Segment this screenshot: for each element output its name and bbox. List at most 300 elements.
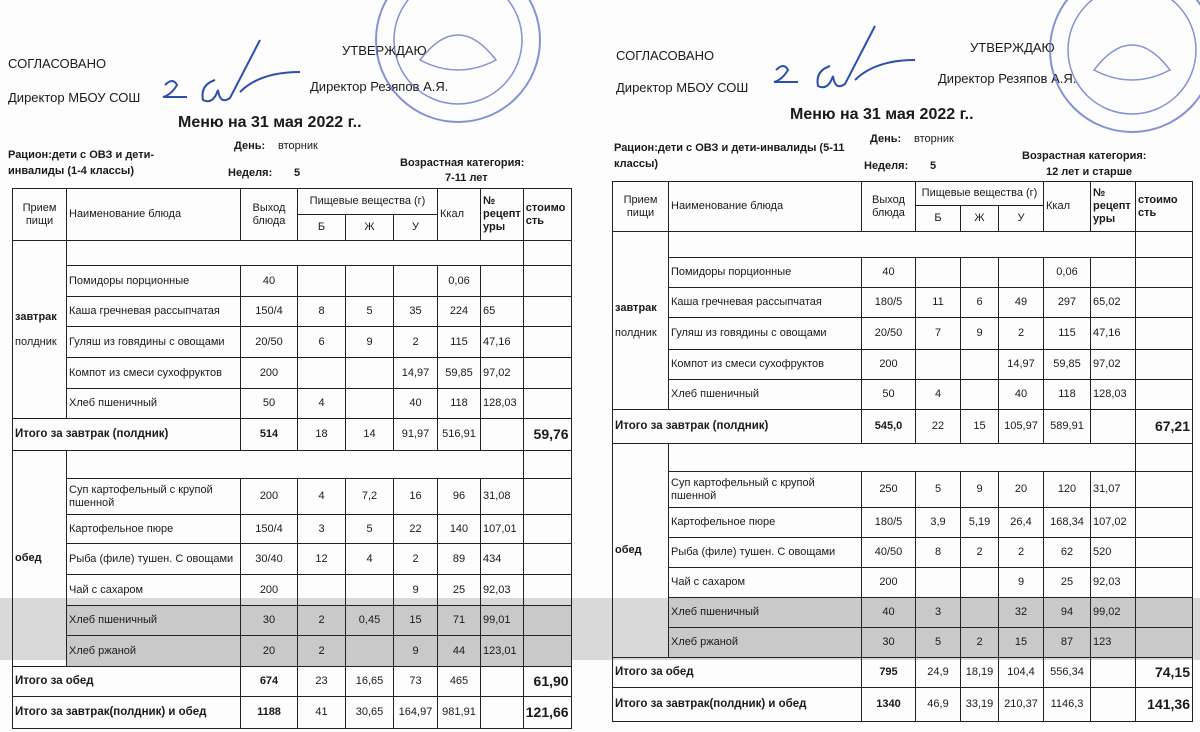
total-recipe <box>481 697 524 729</box>
dish-kcal: 120 <box>1044 472 1091 508</box>
dish-name: Чай с сахаром <box>67 575 241 606</box>
dish-cost <box>523 266 571 297</box>
total-recipe <box>481 667 524 697</box>
total-b: 23 <box>298 667 346 697</box>
dish-b: 6 <box>298 327 346 358</box>
dish-recipe <box>481 266 524 297</box>
col-header-dish: Наименование блюда <box>669 182 862 232</box>
dish-u: 35 <box>394 297 438 327</box>
total-b: 46,9 <box>916 688 961 722</box>
total-yield: 545,0 <box>862 410 916 444</box>
dish-recipe: 65,02 <box>1091 288 1136 318</box>
dish-name: Компот из смеси сухофруктов <box>67 358 241 389</box>
dish-u: 40 <box>394 389 438 419</box>
dish-zh <box>346 266 394 297</box>
dish-cost <box>1136 568 1193 598</box>
dish-b: 3 <box>916 598 961 628</box>
dish-u: 15 <box>394 606 438 636</box>
dish-recipe: 434 <box>481 544 524 575</box>
dish-u: 2 <box>999 538 1044 568</box>
dish-recipe: 128,03 <box>1091 380 1136 410</box>
dish-name: Хлеб пшеничный <box>67 389 241 419</box>
dish-yield: 30 <box>862 628 916 658</box>
total-label: Итого за обед <box>13 667 241 697</box>
total-cost: 121,66 <box>523 697 571 729</box>
total-yield: 1340 <box>862 688 916 722</box>
total-u: 91,97 <box>394 419 438 451</box>
dish-cost <box>523 575 571 606</box>
dish-yield: 50 <box>862 380 916 410</box>
school-director-label: Директор МБОУ СОШ <box>8 90 141 105</box>
total-b: 22 <box>916 410 961 444</box>
total-u: 73 <box>394 667 438 697</box>
cost-cell <box>523 241 571 266</box>
total-b: 24,9 <box>916 658 961 688</box>
dish-yield: 150/4 <box>241 297 298 327</box>
dish-recipe: 123 <box>1091 628 1136 658</box>
dish-yield: 150/4 <box>241 515 298 544</box>
dish-kcal: 62 <box>1044 538 1091 568</box>
dish-u: 9 <box>394 636 438 667</box>
dish-name: Хлеб пшеничный <box>669 598 862 628</box>
blank-cell <box>669 232 1136 258</box>
page-title: Меню на 31 мая 2022 г.. <box>178 114 362 131</box>
total-yield: 795 <box>862 658 916 688</box>
dish-yield: 20/50 <box>862 318 916 350</box>
blank-cell <box>669 444 1136 472</box>
total-cost: 61,90 <box>523 667 571 697</box>
dish-u: 32 <box>999 598 1044 628</box>
dish-cost <box>1136 538 1193 568</box>
dish-recipe: 65 <box>481 297 524 327</box>
table-row <box>613 508 1193 538</box>
dish-yield: 200 <box>241 575 298 606</box>
col-header-nutrients: Пищевые вещества (г) <box>298 189 438 215</box>
table-row <box>613 538 1193 568</box>
dish-yield: 30 <box>241 606 298 636</box>
dish-name: Хлеб ржаной <box>669 628 862 658</box>
dish-cost <box>1136 598 1193 628</box>
dish-zh <box>961 568 999 598</box>
dish-kcal: 94 <box>1044 598 1091 628</box>
table-row <box>613 380 1193 410</box>
dish-recipe: 97,02 <box>481 358 524 389</box>
total-label: Итого за завтрак (полдник) <box>13 419 241 451</box>
dish-zh <box>961 258 999 288</box>
dish-cost <box>523 606 571 636</box>
dish-yield: 40/50 <box>862 538 916 568</box>
dish-name: Чай с сахаром <box>669 568 862 598</box>
age-category-label: Возрастная категория: <box>400 157 525 169</box>
agreed-label: СОГЛАСОВАНО <box>8 56 107 71</box>
dish-b: 5 <box>916 628 961 658</box>
dish-b: 8 <box>916 538 961 568</box>
grand-total-row <box>613 688 1193 722</box>
dish-cost <box>523 479 571 515</box>
total-kcal: 556,34 <box>1044 658 1091 688</box>
total-label: Итого за завтрак (полдник) <box>613 410 862 444</box>
dish-recipe: 128,03 <box>481 389 524 419</box>
dish-yield: 200 <box>241 479 298 515</box>
total-zh: 18,19 <box>961 658 999 688</box>
dish-b <box>916 568 961 598</box>
table-row <box>13 606 572 636</box>
col-header-zh: Ж <box>346 215 394 241</box>
total-cost: 67,21 <box>1136 410 1193 444</box>
approve-label: УТВЕРЖДАЮ <box>970 40 1055 55</box>
dish-yield: 20/50 <box>241 327 298 358</box>
dish-u: 20 <box>999 472 1044 508</box>
dish-u: 49 <box>999 288 1044 318</box>
dish-zh: 7,2 <box>346 479 394 515</box>
total-label: Итого за завтрак(полдник) и обед <box>13 697 241 729</box>
table-row <box>13 544 572 575</box>
total-yield: 1188 <box>241 697 298 729</box>
dish-zh <box>346 636 394 667</box>
table-row <box>613 318 1193 350</box>
dish-cost <box>1136 380 1193 410</box>
total-row <box>13 667 572 697</box>
table-row <box>613 598 1193 628</box>
total-recipe <box>1091 688 1136 722</box>
col-header-kcal: Ккал <box>1044 182 1091 232</box>
total-zh: 33,19 <box>961 688 999 722</box>
col-header-kcal: Ккал <box>438 189 481 241</box>
dish-yield: 250 <box>862 472 916 508</box>
dish-recipe: 99,01 <box>481 606 524 636</box>
dish-u: 26,4 <box>999 508 1044 538</box>
ration-label: Рацион:дети с ОВЗ и дети-инвалиды (1-4 классы) <box>8 149 155 177</box>
dish-b: 4 <box>298 389 346 419</box>
dish-recipe: 99,02 <box>1091 598 1136 628</box>
dish-b: 12 <box>298 544 346 575</box>
dish-name: Рыба (филе) тушен. С овощами <box>67 544 241 575</box>
table-row <box>13 266 572 297</box>
total-u: 104,4 <box>999 658 1044 688</box>
dish-zh: 5,19 <box>961 508 999 538</box>
dish-zh: 9 <box>961 472 999 508</box>
dish-name: Рыба (филе) тушен. С овощами <box>669 538 862 568</box>
col-header-meal: Прием пищи <box>13 189 67 241</box>
col-header-b: Б <box>298 215 346 241</box>
header-row <box>13 189 572 215</box>
dish-name: Хлеб пшеничный <box>669 380 862 410</box>
dish-kcal: 115 <box>1044 318 1091 350</box>
dish-cost <box>523 358 571 389</box>
table-row <box>13 515 572 544</box>
week-value: 5 <box>930 160 937 172</box>
total-u: 164,97 <box>394 697 438 729</box>
section-row <box>613 232 1193 258</box>
dish-cost <box>523 297 571 327</box>
meal-cell <box>13 451 67 667</box>
table-row <box>13 389 572 419</box>
dish-b <box>298 266 346 297</box>
dish-yield: 200 <box>862 350 916 380</box>
dish-b <box>298 575 346 606</box>
total-label: Итого за обед <box>613 658 862 688</box>
dish-cost <box>1136 288 1193 318</box>
dish-recipe: 92,03 <box>1091 568 1136 598</box>
page-title: Меню на 31 мая 2022 г.. <box>790 106 974 123</box>
dish-cost <box>1136 508 1193 538</box>
col-header-recipe: № рецепт уры <box>481 189 524 241</box>
col-header-u: У <box>999 206 1044 232</box>
cost-cell <box>1136 232 1193 258</box>
table-row <box>613 350 1193 380</box>
col-header-recipe: № рецепт уры <box>1091 182 1136 232</box>
total-row <box>613 658 1193 688</box>
week-label: Неделя: <box>864 160 909 172</box>
dish-name: Картофельное пюре <box>67 515 241 544</box>
section-row <box>613 444 1193 472</box>
blank-cell <box>67 241 524 266</box>
agreed-label: СОГЛАСОВАНО <box>616 48 715 63</box>
meal-cell <box>613 444 669 658</box>
dish-name: Компот из смеси сухофруктов <box>669 350 862 380</box>
dish-zh <box>346 575 394 606</box>
dish-name: Картофельное пюре <box>669 508 862 538</box>
table-row <box>13 297 572 327</box>
day-label: День: <box>870 133 902 145</box>
total-b: 41 <box>298 697 346 729</box>
dish-kcal: 168,34 <box>1044 508 1091 538</box>
total-label: Итого за завтрак(полдник) и обед <box>613 688 862 722</box>
dish-kcal: 0,06 <box>1044 258 1091 288</box>
table-row <box>613 258 1193 288</box>
meal-label: завтрак <box>15 310 57 323</box>
director-name: Директор Резяпов А.Я. <box>938 71 1077 86</box>
dish-kcal: 59,85 <box>1044 350 1091 380</box>
total-recipe <box>1091 410 1136 444</box>
dish-kcal: 25 <box>1044 568 1091 598</box>
signature-icon <box>163 26 915 101</box>
dish-u: 14,97 <box>999 350 1044 380</box>
director-name: Директор Резяпов А.Я. <box>310 79 449 94</box>
dish-cost <box>1136 628 1193 658</box>
total-kcal: 981,91 <box>438 697 481 729</box>
day-label: День: <box>234 140 266 152</box>
dish-name: Гуляш из говядины с овощами <box>67 327 241 358</box>
week-value: 5 <box>294 167 301 179</box>
header-row <box>613 182 1193 206</box>
dish-zh <box>961 380 999 410</box>
total-kcal: 516,91 <box>438 419 481 451</box>
dish-recipe: 92,03 <box>481 575 524 606</box>
dish-kcal: 89 <box>438 544 481 575</box>
dish-kcal: 297 <box>1044 288 1091 318</box>
dish-zh: 2 <box>961 628 999 658</box>
total-yield: 514 <box>241 419 298 451</box>
day-value: вторник <box>278 140 318 152</box>
dish-b: 5 <box>916 472 961 508</box>
dish-kcal: 71 <box>438 606 481 636</box>
table-row <box>613 568 1193 598</box>
dish-b: 8 <box>298 297 346 327</box>
dish-yield: 40 <box>862 258 916 288</box>
dish-zh: 2 <box>961 538 999 568</box>
dish-u: 2 <box>394 327 438 358</box>
dish-name: Суп картофельный с крупой пшенной <box>67 479 241 515</box>
dish-zh: 0,45 <box>346 606 394 636</box>
section-row <box>13 241 572 266</box>
dish-b: 2 <box>298 636 346 667</box>
dish-b: 11 <box>916 288 961 318</box>
dish-cost <box>523 327 571 358</box>
dish-name: Каша гречневая рассыпчатая <box>67 297 241 327</box>
dish-b: 3,9 <box>916 508 961 538</box>
cost-cell <box>1136 444 1193 472</box>
dish-cost <box>1136 472 1193 508</box>
dish-b <box>916 258 961 288</box>
col-header-b: Б <box>916 206 961 232</box>
dish-name: Хлеб ржаной <box>67 636 241 667</box>
dish-zh <box>346 389 394 419</box>
meal-label: полдник <box>15 335 57 348</box>
meal-label: обед <box>615 544 642 556</box>
dish-b: 7 <box>916 318 961 350</box>
dish-u: 2 <box>999 318 1044 350</box>
total-b: 18 <box>298 419 346 451</box>
col-header-yield: Выход блюда <box>862 182 916 232</box>
approve-label: УТВЕРЖДАЮ <box>342 43 427 58</box>
dish-recipe: 47,16 <box>481 327 524 358</box>
dish-u: 9 <box>999 568 1044 598</box>
dish-kcal: 87 <box>1044 628 1091 658</box>
dish-kcal: 44 <box>438 636 481 667</box>
meal-label: завтрак <box>615 301 657 314</box>
dish-name: Гуляш из говядины с овощами <box>669 318 862 350</box>
dish-recipe: 31,07 <box>1091 472 1136 508</box>
total-zh: 14 <box>346 419 394 451</box>
dish-name: Суп картофельный с крупой пшенной <box>669 472 862 508</box>
dish-name: Каша гречневая рассыпчатая <box>669 288 862 318</box>
dish-u: 15 <box>999 628 1044 658</box>
total-recipe <box>481 419 524 451</box>
dish-kcal: 224 <box>438 297 481 327</box>
week-label: Неделя: <box>228 167 273 179</box>
age-category-value: 7-11 лет <box>445 172 488 184</box>
dish-yield: 20 <box>241 636 298 667</box>
dish-recipe: 47,16 <box>1091 318 1136 350</box>
meal-label: полдник <box>615 326 657 339</box>
section-row <box>13 451 572 479</box>
total-u: 105,97 <box>999 410 1044 444</box>
dish-b: 4 <box>298 479 346 515</box>
dish-zh: 9 <box>961 318 999 350</box>
total-zh: 30,65 <box>346 697 394 729</box>
dish-yield: 50 <box>241 389 298 419</box>
dish-u: 16 <box>394 479 438 515</box>
total-zh: 15 <box>961 410 999 444</box>
cost-cell <box>523 451 571 479</box>
dish-u: 2 <box>394 544 438 575</box>
dish-cost <box>523 636 571 667</box>
dish-yield: 180/5 <box>862 508 916 538</box>
dish-zh: 5 <box>346 297 394 327</box>
total-kcal: 465 <box>438 667 481 697</box>
dish-yield: 40 <box>241 266 298 297</box>
blank-cell <box>67 451 524 479</box>
total-kcal: 589,91 <box>1044 410 1091 444</box>
dish-yield: 40 <box>862 598 916 628</box>
dish-yield: 180/5 <box>862 288 916 318</box>
total-recipe <box>1091 658 1136 688</box>
total-row <box>13 419 572 451</box>
dish-recipe: 107,01 <box>481 515 524 544</box>
dish-zh <box>961 598 999 628</box>
dish-u <box>999 258 1044 288</box>
dish-b <box>298 358 346 389</box>
stamp-icon <box>1050 0 1200 132</box>
dish-u: 40 <box>999 380 1044 410</box>
col-header-dish: Наименование блюда <box>67 189 241 241</box>
dish-u: 14,97 <box>394 358 438 389</box>
dish-zh <box>961 350 999 380</box>
dish-recipe: 520 <box>1091 538 1136 568</box>
col-header-nutrients: Пищевые вещества (г) <box>916 182 1044 206</box>
dish-kcal: 59,85 <box>438 358 481 389</box>
stamp-icon <box>376 0 540 122</box>
dish-kcal: 118 <box>438 389 481 419</box>
dish-recipe: 97,02 <box>1091 350 1136 380</box>
meal-cell <box>13 241 67 419</box>
meal-cell <box>613 232 669 410</box>
table-row <box>13 358 572 389</box>
dish-kcal: 96 <box>438 479 481 515</box>
dish-recipe: 107,02 <box>1091 508 1136 538</box>
dish-name: Помидоры порционные <box>67 266 241 297</box>
dish-b: 3 <box>298 515 346 544</box>
dish-cost <box>523 515 571 544</box>
total-kcal: 1146,3 <box>1044 688 1091 722</box>
dish-b <box>916 350 961 380</box>
meal-label: обед <box>15 552 42 564</box>
day-value: вторник <box>914 133 954 145</box>
total-yield: 674 <box>241 667 298 697</box>
dish-zh: 4 <box>346 544 394 575</box>
dish-kcal: 118 <box>1044 380 1091 410</box>
dish-zh: 5 <box>346 515 394 544</box>
col-header-yield: Выход блюда <box>241 189 298 241</box>
table-row <box>13 327 572 358</box>
dish-name: Хлеб пшеничный <box>67 606 241 636</box>
dish-cost <box>1136 318 1193 350</box>
total-cost: 141,36 <box>1136 688 1193 722</box>
menu-table-primary <box>12 188 572 729</box>
dish-kcal: 115 <box>438 327 481 358</box>
dish-b: 4 <box>916 380 961 410</box>
dish-kcal: 0,06 <box>438 266 481 297</box>
table-row <box>13 575 572 606</box>
total-zh: 16,65 <box>346 667 394 697</box>
col-header-meal: Прием пищи <box>613 182 669 232</box>
dish-u <box>394 266 438 297</box>
total-cost: 59,76 <box>523 419 571 451</box>
menu-table-secondary <box>612 181 1193 722</box>
dish-cost <box>523 544 571 575</box>
dish-kcal: 140 <box>438 515 481 544</box>
dish-cost <box>523 389 571 419</box>
age-category-value: 12 лет и старше <box>1046 166 1132 178</box>
dish-zh: 9 <box>346 327 394 358</box>
grand-total-row <box>13 697 572 729</box>
dish-yield: 200 <box>241 358 298 389</box>
dish-cost <box>1136 350 1193 380</box>
col-header-zh: Ж <box>961 206 999 232</box>
school-director-label: Директор МБОУ СОШ <box>616 80 749 95</box>
table-row <box>13 636 572 667</box>
